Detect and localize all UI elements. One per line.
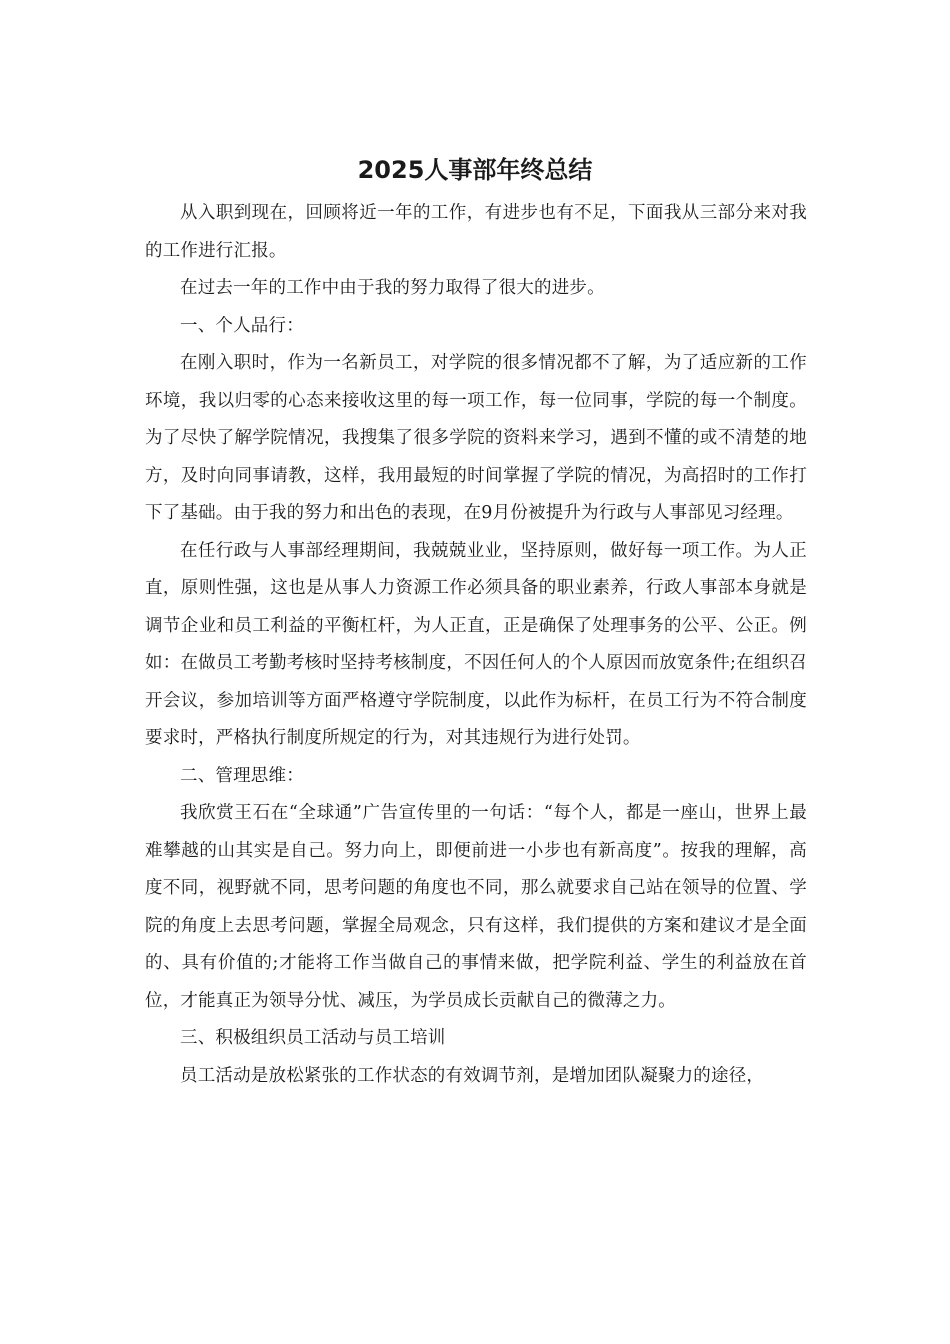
document-body: [145, 195, 807, 1095]
paragraph-manager-period: 在任行政与人事部经理期间，我兢兢业业，坚持原则，做好每一项工作。为人正直，原则性强，这也是从事人力资源工作必须具备的职业素养，行政人事部本身就是调节企业和员工利益的平衡杠杆，为人正直，正是确保了处理事务的公平、公正。例如：在做员工考勤考核时坚持考核制度，不因任何人的个人原因而放宽条件;在组织召开会议，参加培训等方面严格遵守学院制度，以此作为标杆，在员工行为不符合制度要求时，严格执行制度所规定的行为，对其违规行为进行处罚。: [145, 540, 807, 748]
paragraph-intro: 从入职到现在，回顾将近一年的工作，有进步也有不足，下面我从三部分来对我的工作进行汇报。: [145, 203, 807, 261]
section-heading-management-thinking: 二、管理思维：: [180, 765, 304, 786]
section-heading-activities-training: 三、积极组织员工活动与员工培训: [180, 1028, 446, 1048]
paragraph-new-employee: 在刚入职时，作为一名新员工，对学院的很多情况都不了解，为了适应新的工作环境，我以归零的心态来接收这里的每一项工作，每一位同事，学院的每一个制度。为了尽快了解学院情况，我搜集了很多学院的资料来学习，遇到不懂的或不清楚的地方，及时向同事请教，这样，我用最短的时间掌握了学院的情况，为高招时的工作打下了基础。由于我的努力和出色的表现，在9月份被提升为行政与人事部见习经理。: [145, 353, 807, 523]
paragraph-progress: 在过去一年的工作中由于我的努力取得了很大的进步。: [180, 278, 605, 298]
paragraph-activities: 员工活动是放松紧张的工作状态的有效调节剂，是增加团队凝聚力的途径，: [180, 1065, 765, 1086]
paragraph-management-quote: 我欣赏王石在“全球通”广告宣传里的一句话：“每个人，都是一座山，世界上最难攀越的山其实是自己。努力向上，即便前进一小步也有新高度”。按我的理解，高度不同，视野就不同，思考问题的角度也不同，那么就要求自己站在领导的位置、学院的角度上去思考问题，掌握全局观念，只有这样，我们提供的方案和建议才是全面的、具有价值的;才能将工作当做自己的事情来做，把学院利益、学生的利益放在首位，才能真正为领导分忧、减压，为学员成长贡献自己的微薄之力。: [145, 803, 807, 1011]
section-heading-personal-conduct: 一、个人品行：: [180, 315, 304, 336]
document-title: 2025人事部年终总结: [357, 156, 593, 184]
